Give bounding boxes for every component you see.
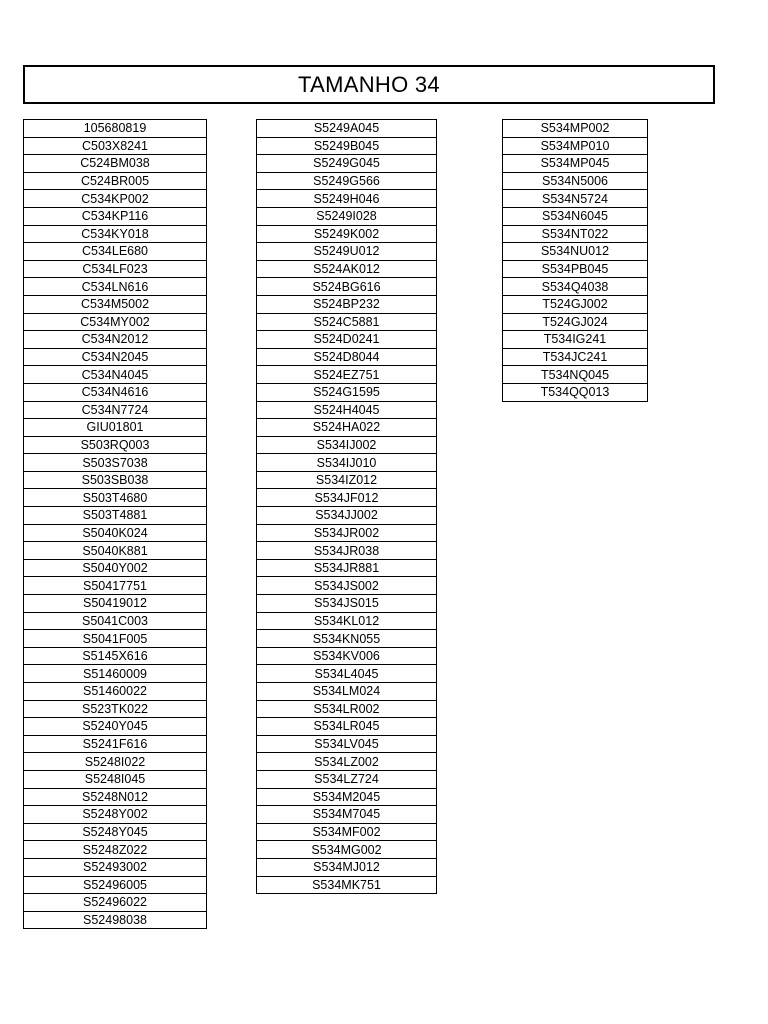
table-row xyxy=(24,225,207,243)
table-row xyxy=(24,595,207,613)
table-row xyxy=(257,295,437,313)
product-code-cell: S534IJ010 xyxy=(257,454,437,472)
table-row xyxy=(257,207,437,225)
product-code-cell: S534MK751 xyxy=(257,876,437,894)
product-code-cell: S5249U012 xyxy=(257,243,437,261)
table-row xyxy=(24,207,207,225)
product-code-cell: S534MF002 xyxy=(257,823,437,841)
table-row xyxy=(257,454,437,472)
product-code-cell: S5248Z022 xyxy=(24,841,207,859)
table-row xyxy=(24,788,207,806)
table-row xyxy=(503,383,648,401)
product-code-cell: S534KL012 xyxy=(257,612,437,630)
product-code-cell: S534LV045 xyxy=(257,735,437,753)
table-row xyxy=(257,524,437,542)
table-row xyxy=(24,401,207,419)
product-code-cell: C524BM038 xyxy=(24,155,207,173)
table-row xyxy=(257,190,437,208)
product-code-cell: S5249H046 xyxy=(257,190,437,208)
table-row xyxy=(24,700,207,718)
table-row xyxy=(257,120,437,138)
table-row xyxy=(24,612,207,630)
table-row xyxy=(257,278,437,296)
product-code-cell: S503SB038 xyxy=(24,471,207,489)
title-box xyxy=(23,65,715,104)
table-row xyxy=(24,876,207,894)
table-row xyxy=(257,683,437,701)
product-code-cell: S534JR881 xyxy=(257,559,437,577)
table-row xyxy=(257,559,437,577)
product-code-cell: T524GJ024 xyxy=(503,313,648,331)
product-code-cell: S524G1595 xyxy=(257,383,437,401)
table-row xyxy=(257,260,437,278)
table-row xyxy=(257,471,437,489)
table-row xyxy=(503,137,648,155)
table-row xyxy=(257,823,437,841)
product-code-cell: S5248Y002 xyxy=(24,806,207,824)
product-code-cell: S534M2045 xyxy=(257,788,437,806)
page-title: TAMANHO 34 xyxy=(298,71,440,97)
table-row xyxy=(503,278,648,296)
table-row xyxy=(24,137,207,155)
table-row xyxy=(503,331,648,349)
product-code-cell: S534JR038 xyxy=(257,542,437,560)
product-code-cell: S5041F005 xyxy=(24,630,207,648)
table-row xyxy=(24,841,207,859)
product-code-cell: S524D8044 xyxy=(257,348,437,366)
product-code-cell: C503X8241 xyxy=(24,137,207,155)
table-row xyxy=(24,735,207,753)
product-code-cell: S524H4045 xyxy=(257,401,437,419)
product-code-cell: 105680819 xyxy=(24,120,207,138)
table-row xyxy=(503,190,648,208)
product-code-cell: S534JS015 xyxy=(257,595,437,613)
product-code-cell: S50419012 xyxy=(24,595,207,613)
product-code-cell: S534L4045 xyxy=(257,665,437,683)
product-code-cell: S524EZ751 xyxy=(257,366,437,384)
product-code-cell: S52498038 xyxy=(24,911,207,929)
product-code-cell: S534Q4038 xyxy=(503,278,648,296)
product-code-cell: S5248Y045 xyxy=(24,823,207,841)
table-row xyxy=(24,858,207,876)
table-row xyxy=(24,647,207,665)
product-code-cell: S5040Y002 xyxy=(24,559,207,577)
table-row xyxy=(24,911,207,929)
table-row xyxy=(257,788,437,806)
table-row xyxy=(24,331,207,349)
product-code-cell: S534MJ012 xyxy=(257,858,437,876)
code-column-1 xyxy=(23,119,207,929)
product-code-cell: S534MG002 xyxy=(257,841,437,859)
product-code-cell: S5248N012 xyxy=(24,788,207,806)
product-code-cell: S503T4680 xyxy=(24,489,207,507)
product-code-cell: C534KP002 xyxy=(24,190,207,208)
table-row xyxy=(24,753,207,771)
table-row xyxy=(257,137,437,155)
product-code-cell: S5241F616 xyxy=(24,735,207,753)
product-code-cell: C524BR005 xyxy=(24,172,207,190)
code-column-3 xyxy=(502,119,648,402)
product-code-cell: T534JC241 xyxy=(503,348,648,366)
product-code-cell: S534LZ002 xyxy=(257,753,437,771)
product-code-cell: S534JJ002 xyxy=(257,507,437,525)
product-code-cell: S534KN055 xyxy=(257,630,437,648)
product-code-cell: S534N6045 xyxy=(503,207,648,225)
product-code-cell: S5249I028 xyxy=(257,207,437,225)
table-row xyxy=(24,806,207,824)
table-row xyxy=(503,260,648,278)
product-code-cell: T534NQ045 xyxy=(503,366,648,384)
table-row xyxy=(24,120,207,138)
product-code-cell: S524HA022 xyxy=(257,419,437,437)
table-row xyxy=(24,683,207,701)
table-row xyxy=(257,595,437,613)
product-code-cell: S5240Y045 xyxy=(24,718,207,736)
table-row xyxy=(257,366,437,384)
table-row xyxy=(257,172,437,190)
product-code-cell: S503RQ003 xyxy=(24,436,207,454)
table-row xyxy=(24,295,207,313)
table-row xyxy=(257,806,437,824)
table-row xyxy=(24,718,207,736)
table-row xyxy=(24,489,207,507)
table-row xyxy=(24,823,207,841)
table-row xyxy=(24,172,207,190)
product-code-cell: T534IG241 xyxy=(503,331,648,349)
table-row xyxy=(24,348,207,366)
table-row xyxy=(257,313,437,331)
product-code-cell: S534IZ012 xyxy=(257,471,437,489)
table-row xyxy=(503,172,648,190)
product-code-cell: S534JF012 xyxy=(257,489,437,507)
product-code-cell: S534M7045 xyxy=(257,806,437,824)
product-code-cell: S534N5724 xyxy=(503,190,648,208)
product-code-cell: S534JR002 xyxy=(257,524,437,542)
product-code-cell: S534LM024 xyxy=(257,683,437,701)
product-code-cell: S52496005 xyxy=(24,876,207,894)
product-code-cell: S5145X616 xyxy=(24,647,207,665)
table-row xyxy=(257,542,437,560)
table-row xyxy=(24,436,207,454)
product-code-cell: S534PB045 xyxy=(503,260,648,278)
table-row xyxy=(257,419,437,437)
table-row xyxy=(257,735,437,753)
table-row xyxy=(24,366,207,384)
table-row xyxy=(257,876,437,894)
table-row xyxy=(257,630,437,648)
table-row xyxy=(257,577,437,595)
table-row xyxy=(257,753,437,771)
table-row xyxy=(257,700,437,718)
table-row xyxy=(257,858,437,876)
product-code-cell: C534LF023 xyxy=(24,260,207,278)
product-code-cell: S534MP010 xyxy=(503,137,648,155)
product-code-cell: S534NU012 xyxy=(503,243,648,261)
product-code-cell: S524BP232 xyxy=(257,295,437,313)
product-code-cell: S534KV006 xyxy=(257,647,437,665)
product-code-cell: S534IJ002 xyxy=(257,436,437,454)
table-row xyxy=(503,243,648,261)
table-row xyxy=(24,190,207,208)
product-code-cell: S503S7038 xyxy=(24,454,207,472)
product-code-cell: S534MP045 xyxy=(503,155,648,173)
product-code-cell: S523TK022 xyxy=(24,700,207,718)
product-code-cell: S524AK012 xyxy=(257,260,437,278)
code-column-2 xyxy=(256,119,437,894)
table-row xyxy=(24,577,207,595)
table-row xyxy=(24,630,207,648)
table-row xyxy=(257,489,437,507)
product-code-cell: T534QQ013 xyxy=(503,383,648,401)
product-code-cell: S524D0241 xyxy=(257,331,437,349)
table-row xyxy=(24,313,207,331)
table-row xyxy=(257,718,437,736)
table-row xyxy=(257,383,437,401)
product-code-cell: S5249K002 xyxy=(257,225,437,243)
product-code-cell: C534MY002 xyxy=(24,313,207,331)
product-code-cell: GIU01801 xyxy=(24,419,207,437)
product-code-cell: S5040K024 xyxy=(24,524,207,542)
product-code-cell: S534MP002 xyxy=(503,120,648,138)
table-row xyxy=(257,155,437,173)
product-code-cell: C534N7724 xyxy=(24,401,207,419)
table-row xyxy=(24,454,207,472)
table-row xyxy=(24,524,207,542)
table-row xyxy=(24,260,207,278)
table-row xyxy=(24,665,207,683)
product-code-cell: S5041C003 xyxy=(24,612,207,630)
table-row xyxy=(24,471,207,489)
table-row xyxy=(503,120,648,138)
product-code-cell: C534LE680 xyxy=(24,243,207,261)
table-row xyxy=(24,770,207,788)
product-code-cell: S534N5006 xyxy=(503,172,648,190)
table-row xyxy=(503,366,648,384)
table-row xyxy=(257,612,437,630)
product-code-cell: S534LR002 xyxy=(257,700,437,718)
product-code-cell: S52496022 xyxy=(24,894,207,912)
product-code-cell: S5248I022 xyxy=(24,753,207,771)
product-code-cell: C534N2045 xyxy=(24,348,207,366)
table-row xyxy=(24,155,207,173)
table-row xyxy=(503,207,648,225)
table-row xyxy=(257,647,437,665)
table-row xyxy=(24,243,207,261)
product-code-cell: C534N4616 xyxy=(24,383,207,401)
table-row xyxy=(24,419,207,437)
table-row xyxy=(24,559,207,577)
product-code-cell: C534KY018 xyxy=(24,225,207,243)
product-code-cell: S534JS002 xyxy=(257,577,437,595)
table-row xyxy=(503,225,648,243)
product-code-cell: S5249G045 xyxy=(257,155,437,173)
table-row xyxy=(24,542,207,560)
product-code-cell: C534LN616 xyxy=(24,278,207,296)
table-row xyxy=(24,507,207,525)
table-row xyxy=(257,348,437,366)
product-code-cell: C534N4045 xyxy=(24,366,207,384)
table-row xyxy=(503,155,648,173)
table-row xyxy=(257,665,437,683)
product-code-cell: S51460022 xyxy=(24,683,207,701)
table-row xyxy=(257,770,437,788)
product-code-cell: S534LZ724 xyxy=(257,770,437,788)
product-code-cell: S534LR045 xyxy=(257,718,437,736)
table-row xyxy=(257,401,437,419)
table-row xyxy=(503,313,648,331)
table-row xyxy=(257,331,437,349)
product-code-cell: C534N2012 xyxy=(24,331,207,349)
product-code-cell: S524C5881 xyxy=(257,313,437,331)
product-code-cell: S503T4881 xyxy=(24,507,207,525)
table-row xyxy=(257,436,437,454)
table-row xyxy=(257,507,437,525)
product-code-cell: S524BG616 xyxy=(257,278,437,296)
product-code-cell: C534KP116 xyxy=(24,207,207,225)
product-code-cell: S5249B045 xyxy=(257,137,437,155)
table-row xyxy=(24,894,207,912)
product-code-cell: S5249A045 xyxy=(257,120,437,138)
table-row xyxy=(503,295,648,313)
table-row xyxy=(257,841,437,859)
table-row xyxy=(257,225,437,243)
table-row xyxy=(257,243,437,261)
table-row xyxy=(503,348,648,366)
product-code-cell: S51460009 xyxy=(24,665,207,683)
table-row xyxy=(24,278,207,296)
product-code-cell: S5249G566 xyxy=(257,172,437,190)
table-row xyxy=(24,383,207,401)
product-code-cell: S534NT022 xyxy=(503,225,648,243)
product-code-cell: S52493002 xyxy=(24,858,207,876)
product-code-cell: T524GJ002 xyxy=(503,295,648,313)
product-code-cell: S5040K881 xyxy=(24,542,207,560)
product-code-cell: S5248I045 xyxy=(24,770,207,788)
product-code-cell: C534M5002 xyxy=(24,295,207,313)
product-code-cell: S50417751 xyxy=(24,577,207,595)
